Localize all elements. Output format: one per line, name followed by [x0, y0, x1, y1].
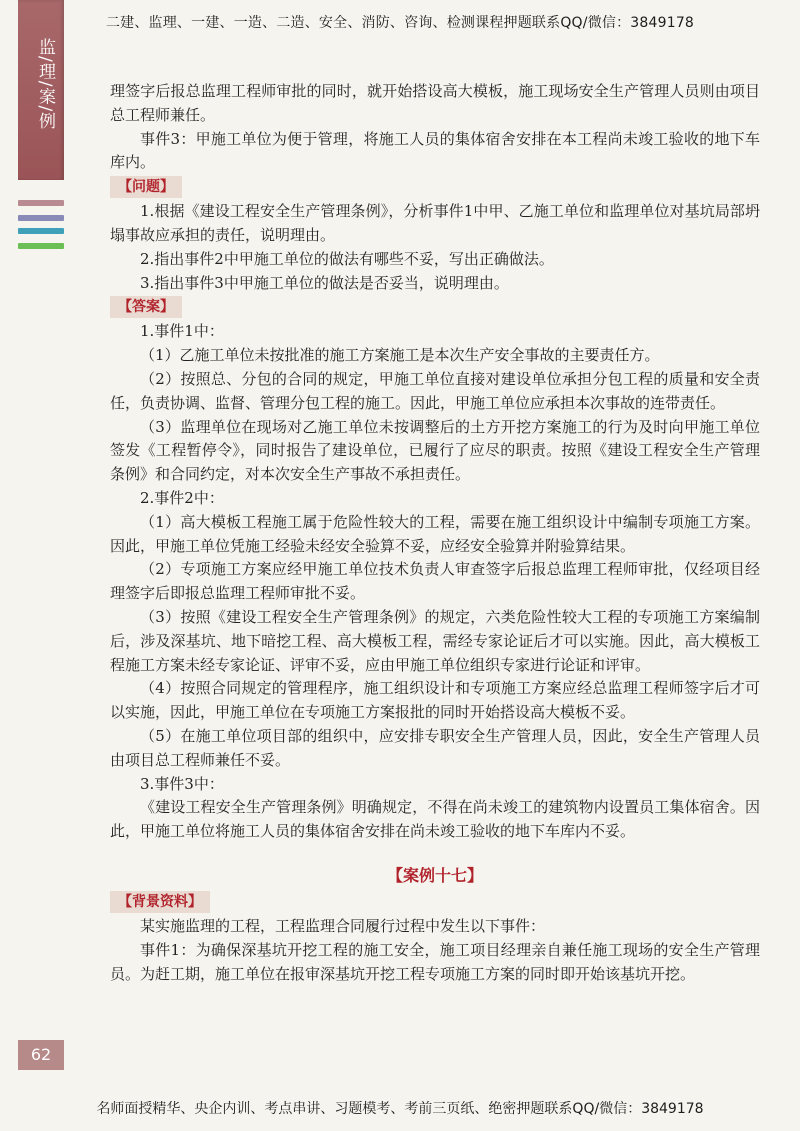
answer-heading: 2.事件2中：	[140, 488, 224, 507]
questions-label: 【问题】	[110, 176, 182, 198]
color-stripe	[18, 228, 64, 234]
answer-item: 《建设工程安全生产管理条例》明确规定，不得在尚未竣工的建筑物内设置员工集体宿舍。因此，甲施工单位将施工人员的集体宿舍安排在尚未竣工验收的地下车库内不妥。	[110, 798, 760, 841]
page-content	[110, 80, 760, 986]
answer-heading: 3.事件3中：	[140, 774, 224, 793]
question: 1.根据《建设工程安全生产管理条例》，分析事件1中甲、乙施工单位和监理单位对基坑局部坍塌事故应承担的责任，说明理由。	[110, 202, 760, 244]
paragraph: 事件1：为确保深基坑开挖工程的施工安全，施工项目经理亲自兼任施工现场的安全生产管理员。为赶工期，施工单位在报审深基坑开挖工程专项施工方案的同时即开始该基坑开挖。	[110, 940, 760, 983]
side-tab-label: 监/理/案/例	[35, 38, 55, 131]
paragraph: 事件3：甲施工单位为便于管理，将施工人员的集体宿舍安排在本工程尚未竣工验收的地下车库内。	[110, 129, 760, 172]
answer-item: （2）按照总、分包的合同的规定，甲施工单位直接对建设单位承担分包工程的质量和安全责任，负责协调、监督、管理分包工程的施工。因此，甲施工单位应承担本次事故的连带责任。	[110, 369, 760, 412]
page-number: 62	[18, 1040, 64, 1070]
paragraph: 某实施监理的工程，工程监理合同履行过程中发生以下事件：	[140, 916, 546, 935]
case-title: 【案例十七】	[386, 865, 483, 885]
answer-item: （4）按照合同规定的管理程序，施工组织设计和专项施工方案应经总监理工程师签字后才可以实施，因此，甲施工单位在专项施工方案报批的同时开始搭设高大模板不妥。	[110, 679, 760, 722]
answer-item: （2）专项施工方案应经甲施工单位技术负责人审查签字后报总监理工程师审批，仅经项目经理签字后即报总监理工程师审批不妥。	[110, 560, 760, 603]
answers-label: 【答案】	[110, 296, 182, 318]
header-banner: 二建、监理、一建、一造、二造、安全、消防、咨询、检测课程押题联系QQ/微信：3849178	[105, 15, 695, 31]
paragraph: 理签字后报总监理工程师审批的同时，就开始搭设高大模板，施工现场安全生产管理人员则由项目总工程师兼任。	[110, 82, 760, 124]
answer-heading: 1.事件1中：	[140, 322, 224, 341]
color-stripe	[18, 215, 64, 221]
background-label: 【背景资料】	[110, 891, 210, 913]
footer-banner: 名师面授精华、央企内训、考点串讲、习题模考、考前三页纸、绝密押题联系QQ/微信：3849178	[96, 1101, 704, 1117]
color-stripe	[18, 200, 64, 206]
question: 2.指出事件2中甲施工单位的做法有哪些不妥，写出正确做法。	[140, 249, 554, 268]
answer-item: （3）监理单位在现场对乙施工单位未按调整后的土方开挖方案施工的行为及时向甲施工单位签发《工程暂停令》，同时报告了建设单位，已履行了应尽的职责。按照《建设工程安全生产管理条例》和合同约定，对本次安全生产事故不承担责任。	[110, 417, 760, 484]
answer-item: （1）乙施工单位未按批准的施工方案施工是本次生产安全事故的主要责任方。	[140, 346, 660, 365]
answer-item: （5）在施工单位项目部的组织中，应安排专职安全生产管理人员，因此，安全生产管理人员由项目总工程师兼任不妥。	[110, 726, 760, 769]
color-stripe	[18, 243, 64, 249]
answer-item: （1）高大模板工程施工属于危险性较大的工程，需要在施工组织设计中编制专项施工方案。因此，甲施工单位凭施工经验未经安全验算不妥，应经安全验算并附验算结果。	[110, 512, 760, 555]
answer-item: （3）按照《建设工程安全生产管理条例》的规定，六类危险性较大工程的专项施工方案编制后，涉及深基坑、地下暗挖工程、高大模板工程，需经专家论证后才可以实施。因此，高大模板工程施工方案未经专家论证、评审不妥，应由甲施工单位组织专家进行论证和评审。	[110, 607, 760, 674]
question: 3.指出事件3中甲施工单位的做法是否妥当，说明理由。	[140, 273, 509, 292]
